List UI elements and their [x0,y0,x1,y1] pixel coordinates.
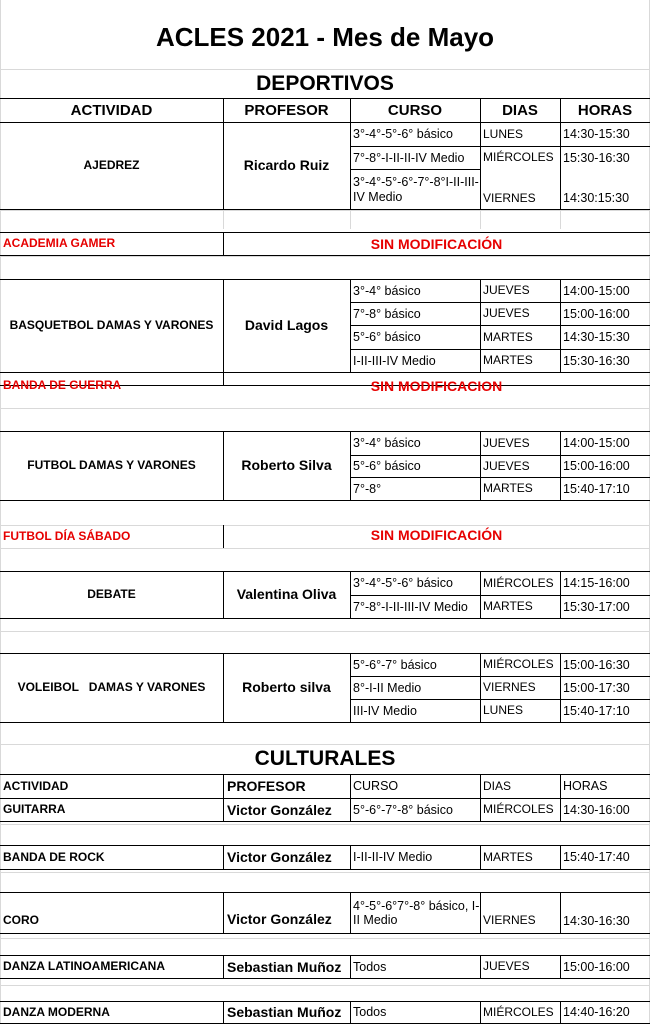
grid-line [0,631,650,632]
header-profesor: PROFESOR [227,778,306,795]
activity-coro: CORO [3,913,39,928]
grid-line [0,256,650,257]
day-cell: MIÉRCOLES [483,1004,554,1019]
day-cell: MIÉRCOLES [483,575,554,590]
border [0,722,650,723]
course-cell: 3°-4°-5°-6°-7°-8°I-II-III-IV Medio [353,175,479,204]
status-note: SIN MODIFICACIÓN [370,526,503,543]
course-cell: III-IV Medio [353,703,417,718]
activity-danza-latinoamericana: DANZA LATINOAMERICANA [3,959,165,974]
activity-banda-rock: BANDA DE ROCK [3,849,105,864]
teacher-ajedrez: Ricardo Ruiz [243,157,330,174]
grid-line [0,985,650,986]
header-curso: CURSO [353,779,399,794]
teacher-voleibol: Roberto silva [242,679,331,696]
course-cell: 7°-8° básico [353,306,421,321]
grid-line [560,209,561,229]
border [0,869,650,870]
header-dias: DIAS [483,778,512,793]
day-cell: MARTES [483,329,533,344]
time-cell: 14:30-15:30 [563,127,630,142]
header-dias: DIAS [502,101,538,119]
teacher-futbol: Roberto Silva [241,457,332,474]
activity-banda-guerra: BANDA DE GUERRA [3,378,122,393]
day-cell: JUEVES [483,306,530,321]
course-cell: 7°-8° [353,481,382,496]
border [0,821,650,822]
border [0,933,650,934]
border [0,372,650,373]
header-horas: HORAS [577,101,633,119]
time-cell: 14:30:15:30 [563,191,630,206]
course-cell: Todos [353,1005,387,1020]
time-cell: 14:40-16:20 [563,1005,630,1020]
day-cell: JUEVES [483,283,530,298]
header-actividad: ACTIVIDAD [70,101,153,119]
section-heading-culturales: CULTURALES [254,746,396,770]
activity-danza-moderna: DANZA MODERNA [3,1004,110,1019]
day-cell: VIERNES [483,680,536,695]
header-actividad: ACTIVIDAD [3,778,69,793]
time-cell: 15:00-16:30 [563,657,630,672]
time-cell: 15:30-16:30 [563,353,630,368]
course-cell: 5°-6°-7° básico [353,657,437,672]
day-cell: JUEVES [483,959,530,974]
activity-academia-gamer: ACADEMIA GAMER [3,236,116,251]
status-note: SIN MODIFICACION [370,377,503,394]
border [0,500,650,501]
time-cell: 14:15-16:00 [563,576,630,591]
activity-debate: DEBATE [87,586,136,601]
course-cell: 4°-5°-6°7°-8° básico, I-II Medio [353,898,480,927]
activity-basquetbol: BASQUETBOL DAMAS Y VARONES [9,317,214,332]
time-cell: 14:30-16:00 [563,802,630,817]
day-cell: MARTES [483,353,533,368]
border [0,618,650,619]
time-cell: 15:00-16:00 [563,306,630,321]
time-cell: 14:30-16:30 [563,913,630,928]
teacher-cell: Victor González [227,910,332,927]
day-cell: MIÉRCOLES [483,657,554,672]
day-cell: MARTES [483,849,533,864]
course-cell: 3°-4°-5°-6° básico [353,127,453,142]
teacher-debate: Valentina Oliva [236,586,337,603]
time-cell: 15:00-16:00 [563,959,630,974]
course-cell: 3°-4°-5°-6° básico [353,576,453,591]
time-cell: 15:40-17:10 [563,703,630,718]
time-cell: 15:40-17:40 [563,850,630,865]
grid-line [223,209,224,229]
day-cell: VIERNES [483,190,536,205]
course-cell: 5°-6° básico [353,459,421,474]
time-cell: 15:30-17:00 [563,599,630,614]
teacher-cell: Victor González [227,849,332,866]
day-cell: MARTES [483,599,533,614]
header-profesor: PROFESOR [244,101,329,119]
teacher-cell: Victor González [227,801,332,818]
time-cell: 15:40-17:10 [563,481,630,496]
time-cell: 15:30-16:30 [563,150,630,165]
day-cell: MIÉRCOLES [483,150,554,165]
grid-line [350,209,351,229]
grid-line [0,548,650,549]
course-cell: 5°-6°-7°-8° básico [353,802,453,817]
header-horas: HORAS [563,779,608,794]
time-cell: 15:00-16:00 [563,459,630,474]
time-cell: 14:00-15:00 [563,283,630,298]
teacher-basquetbol: David Lagos [244,317,329,334]
time-cell: 14:00-15:00 [563,436,630,451]
course-cell: 3°-4° básico [353,283,421,298]
day-cell: MIÉRCOLES [483,802,554,817]
grid-line [0,408,650,409]
border [0,255,650,256]
activity-ajedrez: AJEDREZ [83,157,140,172]
header-curso: CURSO [387,101,443,119]
day-cell: JUEVES [483,458,530,473]
course-cell: 7°-8°-I-II-III-IV Medio [353,599,468,614]
grid-line [0,210,650,211]
teacher-cell: Sebastian Muñoz [227,1004,342,1021]
day-cell: MARTES [483,481,533,496]
course-cell: I-II-III-IV Medio [353,353,436,368]
section-heading-deportivos: DEPORTIVOS [256,71,394,95]
activity-futbol: FUTBOL DAMAS Y VARONES [27,457,196,472]
page-title: ACLES 2021 - Mes de Mayo [155,22,495,53]
activity-futbol-sabado: FUTBOL DÍA SÁBADO [3,529,131,544]
course-cell: 5°-6° básico [353,330,421,345]
course-cell: Todos [353,959,387,974]
activity-voleibol: VOLEIBOL DAMAS Y VARONES [17,679,206,694]
day-cell: LUNES [483,703,524,718]
grid-line [480,209,481,229]
activity-guitarra: GUITARRA [3,802,66,817]
border [0,978,650,979]
grid-line [0,824,650,825]
course-cell: I-II-II-IV Medio [353,850,433,865]
day-cell: VIERNES [483,913,536,928]
grid-line [0,872,650,873]
border [0,209,650,210]
day-cell: JUEVES [483,435,530,450]
day-cell: LUNES [483,126,524,141]
teacher-cell: Sebastian Muñoz [227,958,342,975]
border [0,892,650,893]
grid-line [0,938,650,939]
time-cell: 14:30-15:30 [563,330,630,345]
course-cell: 3°-4° básico [353,436,421,451]
status-note: SIN MODIFICACIÓN [370,235,503,252]
time-cell: 15:00-17:30 [563,680,630,695]
course-cell: 7°-8°-I-II-II-IV Medio [353,150,465,165]
course-cell: 8°-I-II Medio [353,680,422,695]
